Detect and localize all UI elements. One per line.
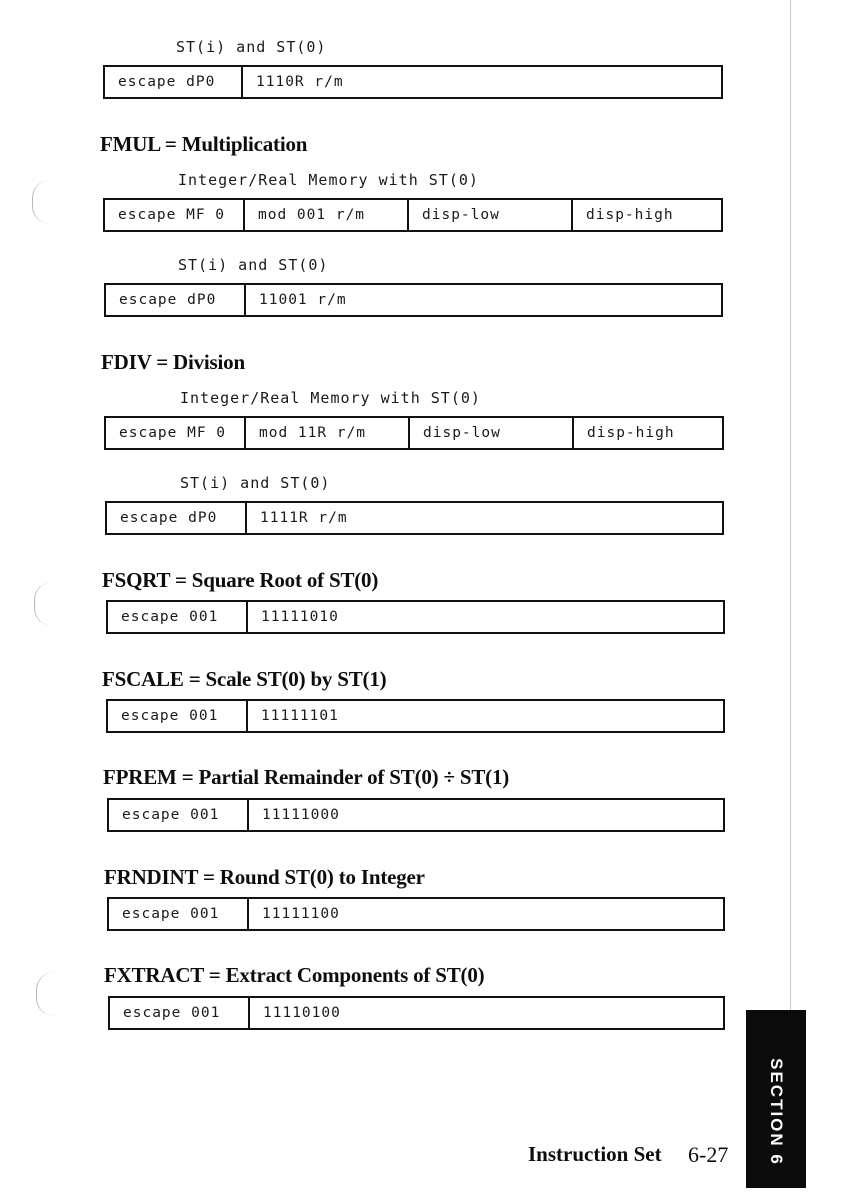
fprem-heading: FPREM = Partial Remainder of ST(0) ÷ ST(1) (103, 765, 510, 789)
format-field: 11111101 (246, 701, 723, 731)
fmul-heading: FMUL = Multiplication (100, 132, 308, 156)
fdiv-memory-subtitle: Integer/Real Memory with ST(0) (180, 389, 481, 407)
fxtract-format (108, 996, 725, 1030)
format-field: mod 001 r/m (243, 200, 407, 230)
format-field: escape 001 (121, 609, 219, 625)
fdiv-register-format (105, 501, 724, 535)
format-field: escape 001 (122, 906, 220, 922)
section-tab-label: SECTION 6 (767, 1058, 786, 1166)
fmul-memory-format (103, 198, 723, 232)
top-register-format (103, 65, 723, 99)
format-field: 11001 r/m (244, 285, 721, 315)
fmul-register-format (104, 283, 723, 317)
fdiv-memory-format (104, 416, 724, 450)
format-field: 1110R r/m (241, 67, 721, 97)
fdiv-heading: FDIV = Division (101, 350, 245, 374)
top-subtitle: ST(i) and ST(0) (176, 38, 327, 56)
format-field: escape MF 0 (119, 425, 227, 441)
format-field: 11111100 (247, 899, 723, 929)
format-field: escape dP0 (118, 74, 216, 90)
format-field: 11111000 (247, 800, 723, 830)
format-field: escape 001 (123, 1005, 221, 1021)
fsqrt-heading: FSQRT = Square Root of ST(0) (102, 568, 379, 592)
format-field: 11111010 (246, 602, 723, 632)
page-number: 6-27 (688, 1142, 729, 1167)
format-field: 1111R r/m (245, 503, 722, 533)
footer-title: Instruction Set (528, 1142, 662, 1166)
format-field: disp-low (408, 418, 572, 448)
scan-mark (36, 972, 55, 1016)
format-field: escape dP0 (120, 510, 218, 526)
format-field: escape 001 (122, 807, 220, 823)
format-field: disp-low (407, 200, 571, 230)
format-field: escape dP0 (119, 292, 217, 308)
scan-mark (34, 582, 53, 626)
format-field: 11110100 (248, 998, 723, 1028)
fscale-heading: FSCALE = Scale ST(0) by ST(1) (102, 667, 387, 691)
format-field: escape 001 (121, 708, 219, 724)
frndint-heading: FRNDINT = Round ST(0) to Integer (104, 865, 425, 889)
format-field: disp-high (572, 418, 722, 448)
format-field: escape MF 0 (118, 207, 226, 223)
fscale-format (106, 699, 725, 733)
format-field: disp-high (571, 200, 721, 230)
fmul-memory-subtitle: Integer/Real Memory with ST(0) (178, 171, 479, 189)
fdiv-register-subtitle: ST(i) and ST(0) (180, 474, 331, 492)
page-spine-line (790, 0, 791, 1010)
fprem-format (107, 798, 725, 832)
fxtract-heading: FXTRACT = Extract Components of ST(0) (104, 963, 485, 987)
fmul-register-subtitle: ST(i) and ST(0) (178, 256, 329, 274)
format-field: mod 11R r/m (244, 418, 408, 448)
frndint-format (107, 897, 725, 931)
fsqrt-format (106, 600, 725, 634)
scan-mark (32, 180, 51, 224)
